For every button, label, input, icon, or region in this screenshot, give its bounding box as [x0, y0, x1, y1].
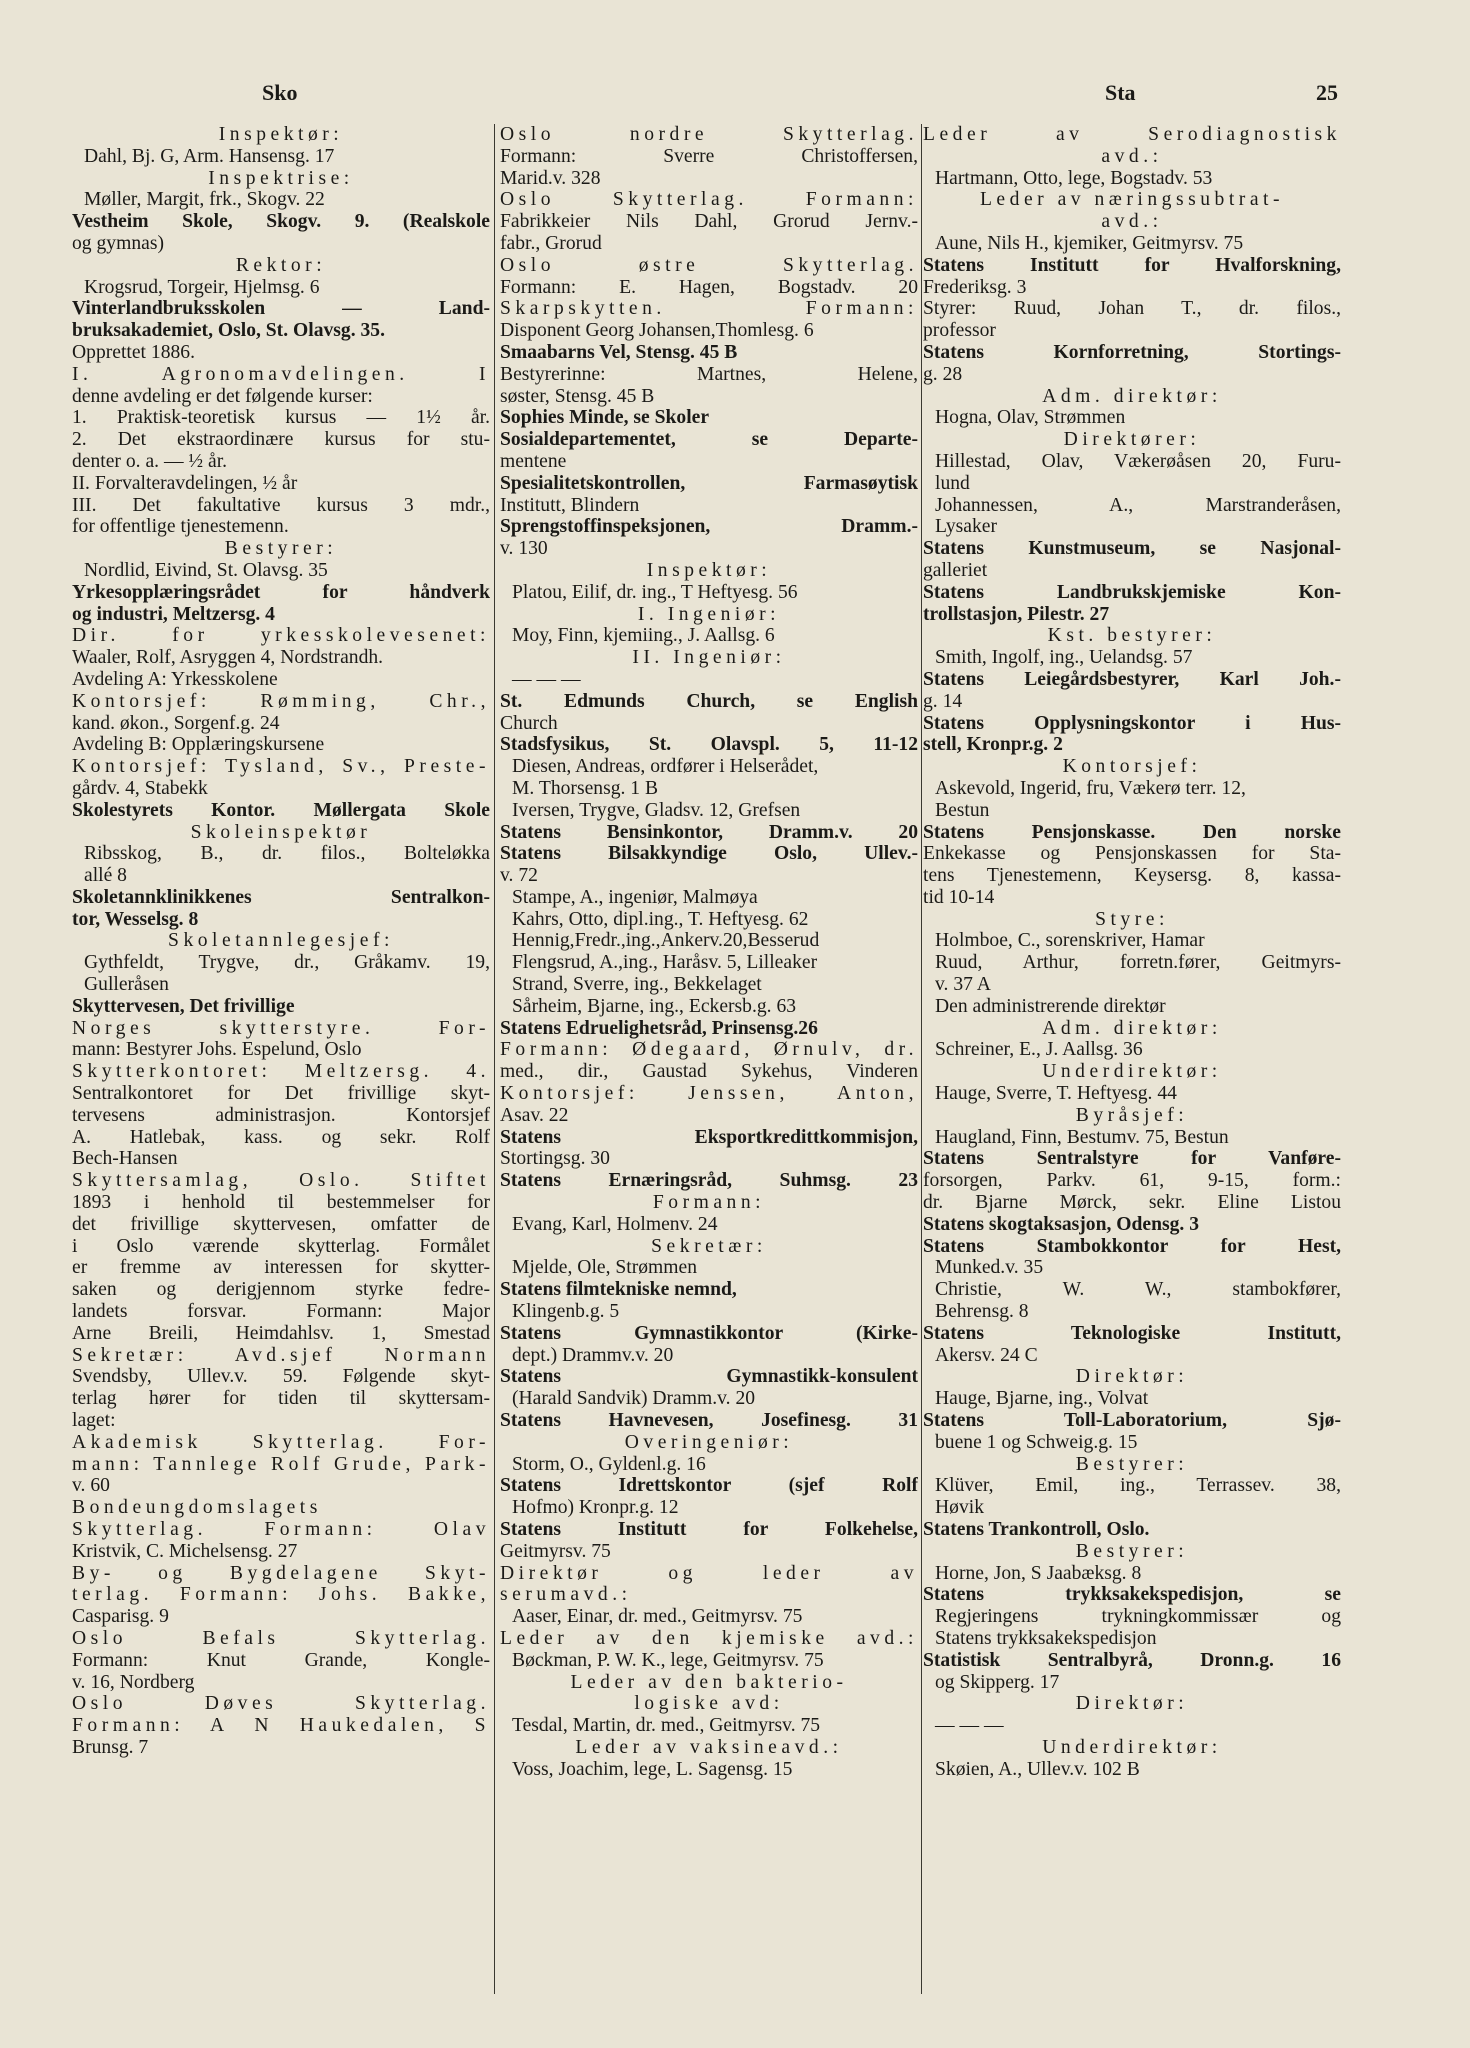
directory-line: Aaser, Einar, dr. med., Geitmyrsv. 75: [512, 1606, 803, 1628]
directory-line: Direktør:: [1075, 1693, 1189, 1715]
directory-line: III. Det fakultative kursus 3 mdr.,: [72, 494, 490, 516]
directory-line: Aune, Nils H., kjemiker, Geitmyrsv. 75: [935, 232, 1244, 254]
directory-line: Institutt, Blindern: [500, 494, 640, 516]
header-left-keyword: Sko: [262, 80, 298, 105]
directory-line: Adm. direktør:: [1042, 1017, 1222, 1039]
directory-line: Johannessen, A., Marstranderåsen,: [935, 494, 1341, 516]
directory-line: v. 16, Nordberg: [72, 1671, 195, 1693]
directory-line: Storm, O., Gyldenl.g. 16: [512, 1453, 706, 1475]
entry-heading: Statens Kornforretning, Stortings-: [923, 341, 1341, 363]
directory-line: logiske avd:: [634, 1693, 784, 1715]
directory-line: Christie, W. W., stambokfører,: [935, 1279, 1341, 1301]
directory-line: Formann:: [652, 1192, 766, 1214]
directory-line: gårdv. 4, Stabekk: [72, 777, 208, 799]
directory-line: Underdirektør:: [1042, 1736, 1222, 1758]
directory-line: fabr., Grorud: [500, 232, 602, 254]
directory-line: Opprettet 1886.: [72, 341, 195, 363]
directory-line: Gythfeldt, Trygve, dr., Gråkamv. 19,: [84, 952, 490, 974]
directory-line: Waaler, Rolf, Asryggen 4, Nordstrandh.: [72, 647, 384, 669]
directory-line: Munked.v. 35: [935, 1257, 1044, 1279]
directory-line: Leder av Serodiagnostisk: [923, 124, 1341, 145]
directory-line: Avdeling B: Opplæringskursene: [72, 734, 325, 756]
directory-line: Kontorsjef: Rømming, Chr.,: [72, 690, 490, 712]
directory-line: I. Agronomavdelingen. I: [72, 363, 490, 385]
directory-line: avd.:: [1101, 211, 1163, 233]
entry-heading: Statens Gymnastikkontor (Kirke-: [500, 1322, 918, 1344]
directory-line: Skøien, A., Ullev.v. 102 B: [935, 1758, 1140, 1780]
directory-line: Behrensg. 8: [935, 1301, 1029, 1323]
directory-line: Akademisk Skytterlag. For-: [72, 1431, 490, 1453]
entry-heading: Sosialdepartementet, se Departe-: [500, 429, 918, 451]
directory-line: Ruud, Arthur, forretn.fører, Geitmyrs-: [935, 952, 1341, 974]
entry-heading: Stadsfysikus, St. Olavspl. 5, 11-12: [500, 734, 918, 756]
entry-heading: Statens Stambokkontor for Hest,: [923, 1235, 1341, 1257]
directory-line: Skoleinspektør: [190, 821, 372, 843]
directory-line: terlag. Formann: Johs. Bakke,: [72, 1584, 490, 1606]
directory-line: Bondeungdomslagets: [72, 1497, 322, 1519]
directory-line: dept.) Drammv.v. 20: [512, 1344, 674, 1366]
directory-line: Akersv. 24 C: [935, 1344, 1038, 1366]
directory-line: Formann: E. Hagen, Bogstadv. 20: [500, 276, 918, 298]
directory-line: for offentlige tjenestemenn.: [72, 516, 289, 538]
directory-line: Adm. direktør:: [1042, 385, 1222, 407]
directory-line: Enkekasse og Pensjonskassen for Sta-: [923, 843, 1341, 865]
entry-heading: Sprengstoffinspeksjonen, Dramm.-: [500, 516, 918, 538]
directory-line: Nordlid, Eivind, St. Olavsg. 35: [84, 559, 328, 581]
directory-line: Marid.v. 328: [500, 167, 601, 189]
directory-line: serumavd.:: [500, 1584, 632, 1606]
entry-heading: Statens Eksportkredittkommisjon,: [500, 1126, 918, 1148]
directory-line: terlag hører for tiden til skyttersam-: [72, 1388, 490, 1410]
directory-line: Platou, Eilif, dr. ing., T Heftyesg. 56: [512, 581, 798, 603]
directory-line: mann: Bestyrer Johs. Espelund, Oslo: [72, 1039, 362, 1061]
directory-line: Voss, Joachim, lege, L. Sagensg. 15: [512, 1758, 793, 1780]
directory-line: Sekretær: Avd.sjef Normann: [72, 1344, 490, 1366]
entry-heading: Statens Institutt for Folkehelse,: [500, 1519, 918, 1540]
directory-line: Leder av den kjemiske avd.:: [500, 1627, 918, 1649]
directory-line: Oslo østre Skytterlag.: [500, 254, 918, 276]
directory-line: tid 10-14: [923, 886, 995, 908]
directory-line: Hogna, Olav, Strømmen: [935, 407, 1126, 429]
directory-line: laget:: [72, 1410, 116, 1432]
entry-heading: Statens Ernæringsråd, Suhmsg. 23: [500, 1170, 918, 1192]
entry-heading: Statens trykksakekspedisjon, se: [923, 1584, 1341, 1606]
entry-heading: Statens Gymnastikk-konsulent: [500, 1366, 918, 1388]
entry-heading: Statens Institutt for Hvalforskning,: [923, 254, 1341, 276]
directory-line: Bech-Hansen: [72, 1148, 178, 1170]
entry-heading: Statens filmtekniske nemnd,: [500, 1279, 737, 1301]
directory-line: Skyttersamlag, Oslo. Stiftet: [72, 1170, 490, 1192]
directory-line: Klingenb.g. 5: [512, 1301, 620, 1323]
directory-line: Mjelde, Ole, Strømmen: [512, 1257, 698, 1279]
directory-line: Overingeniør:: [624, 1431, 794, 1453]
directory-line: Inspektør:: [646, 559, 772, 581]
directory-line: denter o. a. — ½ år.: [72, 450, 228, 472]
directory-line: g. 14: [923, 690, 963, 712]
directory-line: Statens trykksakekspedisjon: [935, 1627, 1157, 1649]
entry-heading: Statens Kunstmuseum, se Nasjonal-: [923, 538, 1341, 560]
directory-line: Horne, Jon, S Jaabæksg. 8: [935, 1562, 1142, 1584]
directory-line: allé 8: [84, 865, 127, 887]
directory-line: Stampe, A., ingeniør, Malmøya: [512, 886, 758, 908]
directory-line: Leder av næringssubtrat-: [979, 189, 1285, 211]
entry-heading: Skoletannklinikkenes Sentralkon-: [72, 886, 490, 908]
directory-line: og Skipperg. 17: [935, 1671, 1060, 1693]
entry-heading: Statens Havnevesen, Josefinesg. 31: [500, 1410, 918, 1432]
entry-heading: St. Edmunds Church, se English: [500, 690, 918, 712]
directory-line: Sekretær:: [651, 1235, 767, 1257]
directory-line: Oslo Døves Skytterlag.: [72, 1693, 490, 1715]
directory-line: Kontorsjef: Jenssen, Anton,: [500, 1083, 918, 1105]
directory-line: Schreiner, E., J. Aallsg. 36: [935, 1039, 1143, 1061]
directory-line: Oslo Befals Skytterlag.: [72, 1627, 490, 1649]
directory-line: Leder av vaksineavd.:: [575, 1736, 843, 1758]
directory-line: tens Tjenestemenn, Keysersg. 8, kassa-: [923, 865, 1341, 887]
directory-line: Geitmyrsv. 75: [500, 1540, 611, 1562]
directory-line: landets forsvar. Formann: Major: [72, 1301, 490, 1323]
directory-line: Lysaker: [935, 516, 998, 538]
directory-line: Styre:: [1095, 908, 1169, 930]
directory-line: tervesens administrasjon. Kontorsjef: [72, 1104, 490, 1126]
entry-heading: Statens Edruelighetsråd, Prinsensg.26: [500, 1017, 818, 1039]
entry-heading: Statens Bensinkontor, Dramm.v. 20: [500, 821, 918, 843]
entry-heading: trollstasjon, Pilestr. 27: [923, 603, 1110, 625]
directory-line: galleriet: [923, 559, 988, 581]
directory-line: By- og Bygdelagene Skyt-: [72, 1562, 490, 1584]
directory-line: (Harald Sandvik) Dramm.v. 20: [512, 1388, 756, 1410]
directory-line: Strand, Sverre, ing., Bekkelaget: [512, 974, 762, 996]
directory-line: II. Forvalteravdelingen, ½ år: [72, 472, 298, 494]
directory-line: søster, Stensg. 45 B: [500, 385, 655, 407]
entry-heading: Sophies Minde, se Skoler: [500, 407, 710, 429]
entry-heading: Statens Trankontroll, Oslo.: [923, 1519, 1150, 1540]
directory-line: Haugland, Finn, Bestumv. 75, Bestun: [935, 1126, 1229, 1148]
directory-line: Underdirektør:: [1042, 1061, 1222, 1083]
header-right-keyword: Sta: [1105, 80, 1136, 105]
directory-line: Klüver, Emil, ing., Terrassev. 38,: [935, 1475, 1341, 1497]
directory-line: A. Hatlebak, kass. og sekr. Rolf: [72, 1126, 490, 1148]
directory-line: Kristvik, C. Michelsensg. 27: [72, 1540, 298, 1562]
directory-line: med., dir., Gaustad Sykehus, Vinderen: [500, 1061, 918, 1083]
directory-line: professor: [923, 320, 996, 342]
directory-line: 2. Det ekstraordinære kursus for stu-: [72, 429, 490, 451]
directory-line: Direktører:: [1063, 429, 1201, 451]
directory-line: Formann: A N Haukedalen, S: [72, 1715, 490, 1737]
directory-line: Leder av den bakterio-: [570, 1671, 848, 1693]
directory-line: Oslo nordre Skytterlag.: [500, 124, 918, 145]
directory-line: Inspektrise:: [208, 167, 354, 189]
entry-heading: Statens Sentralstyre for Vanføre-: [923, 1148, 1341, 1170]
directory-line: Regjeringens trykningkommissær og: [935, 1606, 1341, 1628]
directory-line: Holmboe, C., sorenskriver, Hamar: [935, 930, 1205, 952]
entry-heading: Skolestyrets Kontor. Møllergata Skole: [72, 799, 490, 821]
directory-line: Avdeling A: Yrkesskolene: [72, 668, 278, 690]
directory-line: Hennig,Fredr.,ing.,Ankerv.20,Besserud: [512, 930, 820, 952]
directory-line: Formann: Knut Grande, Kongle-: [72, 1649, 490, 1671]
directory-line: Skarpskytten. Formann:: [500, 298, 918, 320]
entry-heading: Statens Leiegårdsbestyrer, Karl Joh.-: [923, 668, 1341, 690]
directory-line: Den administrerende direktør: [935, 995, 1166, 1017]
directory-line: Dahl, Bj. G, Arm. Hansensg. 17: [84, 145, 335, 167]
directory-line: Styrer: Ruud, Johan T., dr. filos.,: [923, 298, 1341, 320]
column-2: [500, 124, 918, 2004]
entry-heading: bruksakademiet, Oslo, St. Olavsg. 35.: [72, 320, 385, 342]
directory-line: saken og derigjennom styrke fedre-: [72, 1279, 490, 1301]
entry-heading: og industri, Meltzersg. 4: [72, 603, 275, 625]
directory-line: Rektor:: [235, 254, 327, 276]
directory-line: Bestyrer:: [1075, 1540, 1189, 1562]
column-divider: [494, 124, 495, 1994]
directory-line: v. 130: [500, 538, 548, 560]
directory-line: I. Ingeniør:: [637, 603, 781, 625]
directory-line: er fremme av interessen for skytter-: [72, 1257, 490, 1279]
directory-line: Sårheim, Bjarne, ing., Eckersb.g. 63: [512, 995, 797, 1017]
directory-line: avd.:: [1101, 145, 1163, 167]
directory-line: Evang, Karl, Holmenv. 24: [512, 1213, 718, 1235]
directory-line: Brunsg. 7: [72, 1736, 149, 1758]
directory-line: lund: [935, 472, 970, 494]
directory-line: Tesdal, Martin, dr. med., Geitmyrsv. 75: [512, 1715, 821, 1737]
directory-line: II. Ingeniør:: [632, 647, 786, 669]
directory-line: Hauge, Bjarne, ing., Volvat: [935, 1388, 1149, 1410]
directory-line: Skytterlag. Formann: Olav: [72, 1519, 490, 1540]
directory-line: Dir. for yrkesskolevesenet:: [72, 625, 490, 647]
entry-heading: Statens Pensjonskasse. Den norske: [923, 821, 1341, 843]
directory-line: Formann: Ødegaard, Ørnulv, dr.: [500, 1039, 918, 1061]
directory-line: Asav. 22: [500, 1104, 569, 1126]
directory-line: Svendsby, Ullev.v. 59. Følgende skyt-: [72, 1366, 490, 1388]
directory-line: Bøckman, P. W. K., lege, Geitmyrsv. 75: [512, 1649, 824, 1671]
entry-heading: Statens Idrettskontor (sjef Rolf: [500, 1475, 918, 1497]
directory-line: Bestyrerinne: Martnes, Helene,: [500, 363, 918, 385]
column-divider: [921, 124, 922, 1994]
directory-line: Byråsjef:: [1075, 1104, 1189, 1126]
directory-line: Formann: Sverre Christoffersen,: [500, 145, 918, 167]
directory-line: Gulleråsen: [84, 974, 169, 996]
directory-line: Bestyrer:: [224, 538, 338, 560]
directory-line: Arne Breili, Heimdahlsv. 1, Smestad: [72, 1322, 490, 1344]
directory-line: 1. Praktisk-teoretisk kursus — 1½ år.: [72, 407, 490, 429]
entry-heading: Smaabarns Vel, Stensg. 45 B: [500, 341, 738, 363]
entry-heading: Statistisk Sentralbyrå, Dronn.g. 16: [923, 1649, 1341, 1671]
entry-heading: Skyttervesen, Det frivillige: [72, 995, 295, 1017]
directory-line: Inspektør:: [218, 124, 344, 145]
directory-line: v. 72: [500, 865, 538, 887]
directory-line: Høvik: [935, 1497, 984, 1519]
directory-line: Krogsrud, Torgeir, Hjelmsg. 6: [84, 276, 320, 298]
directory-line: Askevold, Ingerid, fru, Vækerø terr. 12,: [935, 777, 1246, 799]
entry-heading: stell, Kronpr.g. 2: [923, 734, 1063, 756]
directory-line: Casparisg. 9: [72, 1606, 169, 1628]
directory-line: Kontorsjef:: [1062, 756, 1202, 778]
directory-line: Kst. bestyrer:: [1047, 625, 1217, 647]
directory-line: denne avdeling er det følgende kurser:: [72, 385, 373, 407]
directory-line: 1893 i henhold til bestemmelser for: [72, 1192, 490, 1214]
directory-line: Flengsrud, A.,ing., Haråsv. 5, Lilleaker: [512, 952, 818, 974]
directory-line: Iversen, Trygve, Gladsv. 12, Grefsen: [512, 799, 801, 821]
entry-heading: Vestheim Skole, Skogv. 9. (Realskole: [72, 211, 490, 233]
directory-line: Stortingsg. 30: [500, 1148, 610, 1170]
directory-line: Norges skytterstyre. For-: [72, 1017, 490, 1039]
directory-line: Kahrs, Otto, dipl.ing., T. Heftyesg. 62: [512, 908, 809, 930]
directory-line: Direktør:: [1075, 1366, 1189, 1388]
directory-line: Moy, Finn, kjemiing., J. Aallsg. 6: [512, 625, 775, 647]
entry-heading: Statens Toll-Laboratorium, Sjø-: [923, 1410, 1341, 1432]
directory-line: Diesen, Andreas, ordfører i Helserådet,: [512, 756, 819, 778]
directory-line: Oslo Skytterlag. Formann:: [500, 189, 918, 211]
directory-line: Fabrikkeier Nils Dahl, Grorud Jernv.-: [500, 211, 918, 233]
directory-line: i Oslo værende skytterlag. Formålet: [72, 1235, 490, 1257]
entry-heading: Spesialitetskontrollen, Farmasøytisk: [500, 472, 918, 494]
column-3: [923, 124, 1341, 2004]
page-number: 25: [1316, 80, 1338, 105]
directory-line: Sentralkontoret for Det frivillige skyt-: [72, 1083, 490, 1105]
directory-line: dr. Bjarne Mørck, sekr. Eline Listou: [923, 1192, 1341, 1214]
directory-line: Disponent Georg Johansen,Thomlesg. 6: [500, 320, 814, 342]
directory-line: mann: Tannlege Rolf Grude, Park-: [72, 1453, 490, 1475]
column-1: [72, 124, 490, 2004]
directory-line: Direktør og leder av: [500, 1562, 918, 1584]
entry-heading: Statens Opplysningskontor i Hus-: [923, 712, 1341, 734]
directory-line: kand. økon., Sorgenf.g. 24: [72, 712, 280, 734]
directory-line: Hauge, Sverre, T. Heftyesg. 44: [935, 1083, 1177, 1105]
directory-line: v. 60: [72, 1475, 110, 1497]
directory-line: Bestun: [935, 799, 990, 821]
directory-line: forsorgen, Parkv. 61, 9-15, form.:: [923, 1170, 1341, 1192]
entry-heading: Statens Teknologiske Institutt,: [923, 1322, 1341, 1344]
directory-line: Hillestad, Olav, Vækerøåsen 20, Furu-: [935, 450, 1341, 472]
directory-line: Bestyrer:: [1075, 1453, 1189, 1475]
entry-heading: Statens Landbrukskjemiske Kon-: [923, 581, 1341, 603]
directory-line: v. 37 A: [935, 974, 991, 996]
entry-heading: Statens skogtaksasjon, Odensg. 3: [923, 1213, 1200, 1235]
directory-line: M. Thorsensg. 1 B: [512, 777, 659, 799]
directory-line: Skoletannlegesjef:: [168, 930, 394, 952]
directory-line: Møller, Margit, frk., Skogv. 22: [84, 189, 325, 211]
directory-line: buene 1 og Schweig.g. 15: [935, 1431, 1138, 1453]
directory-line: Skytterkontoret: Meltzersg. 4.: [72, 1061, 490, 1083]
directory-line: Frederiksg. 3: [923, 276, 1027, 298]
entry-heading: Statens Bilsakkyndige Oslo, Ullev.-: [500, 843, 918, 865]
entry-heading: Vinterlandbruksskolen — Land-: [72, 298, 490, 320]
directory-line: Ribsskog, B., dr. filos., Bolteløkka: [84, 843, 490, 865]
directory-line: mentene: [500, 450, 567, 472]
directory-line: Kontorsjef: Tysland, Sv., Preste-: [72, 756, 490, 778]
directory-line: Smith, Ingolf, ing., Uelandsg. 57: [935, 647, 1193, 669]
directory-line: Hartmann, Otto, lege, Bogstadv. 53: [935, 167, 1213, 189]
directory-line: Hofmo) Kronpr.g. 12: [512, 1497, 679, 1519]
page-header: [0, 80, 1470, 110]
directory-line: det frivillige skyttervesen, omfatter de: [72, 1213, 490, 1235]
directory-line: — — —: [512, 668, 581, 690]
directory-line: g. 28: [923, 363, 963, 385]
directory-line: — — —: [935, 1715, 1004, 1737]
directory-line: og gymnas): [72, 232, 164, 254]
directory-line: Church: [500, 712, 558, 734]
entry-heading: tor, Wesselsg. 8: [72, 908, 199, 930]
entry-heading: Yrkesopplæringsrådet for håndverk: [72, 581, 490, 603]
